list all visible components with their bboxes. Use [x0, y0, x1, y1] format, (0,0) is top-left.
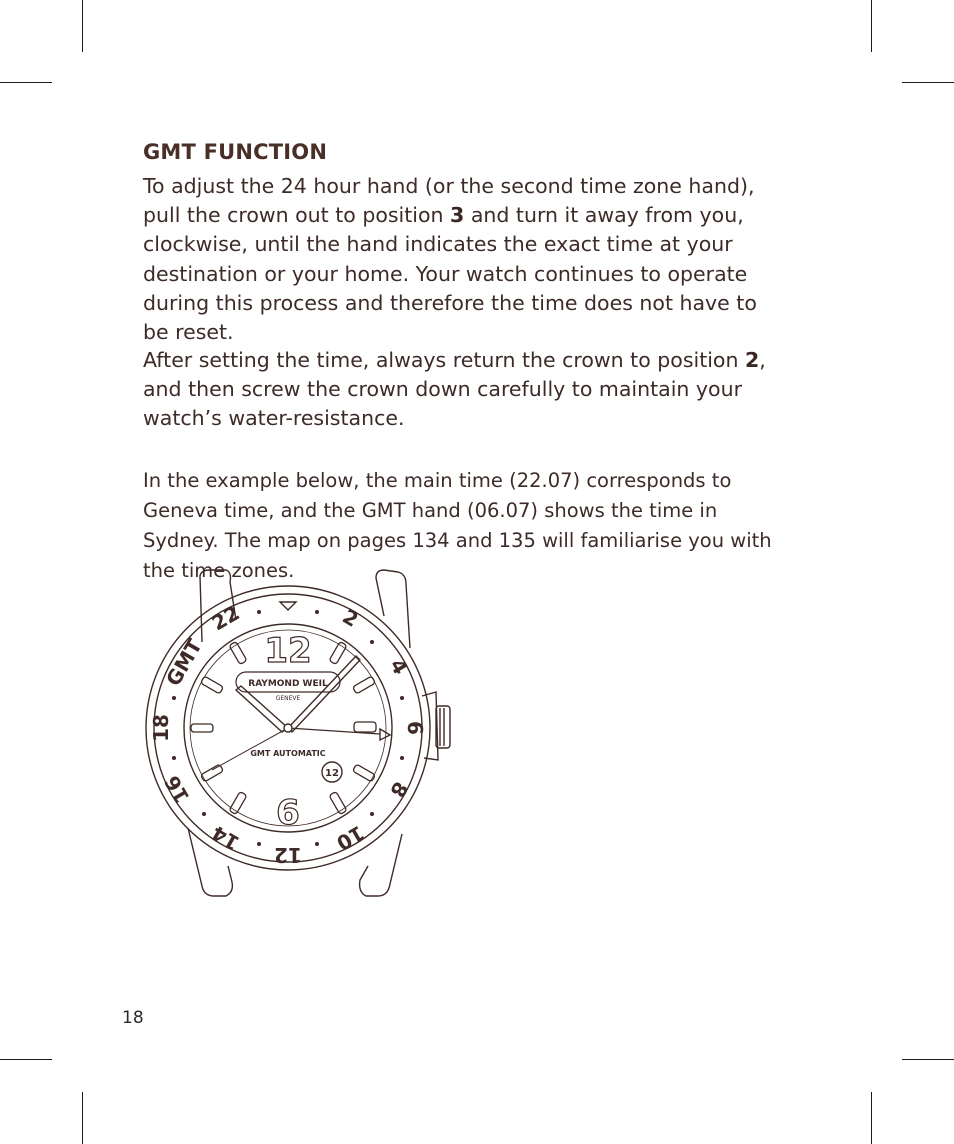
section-heading: GMT FUNCTION — [143, 140, 328, 164]
model-name: GMT AUTOMATIC — [250, 749, 326, 758]
bezel-number: 8 — [385, 777, 413, 802]
crop-mark — [0, 1059, 52, 1060]
page-number: 18 — [122, 1008, 144, 1028]
crop-mark — [0, 82, 52, 83]
text-segment: After setting the time, always return the crown to position — [143, 348, 745, 372]
dial-numeral: 12 — [264, 631, 312, 671]
date-number: 12 — [325, 768, 339, 779]
position-number: 2 — [745, 348, 760, 372]
crop-mark — [871, 0, 872, 52]
hour-hand — [236, 686, 288, 732]
bezel-number: 10 — [332, 820, 369, 856]
crop-mark — [82, 0, 83, 52]
lug — [376, 570, 410, 648]
hand-pivot — [284, 724, 292, 732]
dial-numeral: 6 — [276, 793, 300, 833]
bezel-number: 2 — [338, 604, 363, 632]
crop-mark — [82, 1092, 83, 1144]
bezel-marker — [280, 602, 296, 610]
bezel-number: 14 — [207, 820, 244, 856]
bezel-number: 6 — [403, 721, 427, 735]
paragraph-crown-return — [143, 346, 788, 434]
bezel-number: 16 — [159, 771, 195, 808]
watch-illustration — [140, 566, 480, 906]
gmt-hand — [288, 728, 380, 734]
gmt-hand-tip — [380, 729, 390, 740]
paragraph-gmt-adjust — [143, 172, 788, 347]
text-segment: , and then screw the crown down carefully to maintain your watch’s water-resistance. — [143, 348, 766, 431]
bezel-number: 18 — [149, 714, 173, 742]
text-segment: To adjust the 24 hour hand (or the second time zone hand), pull the crown out to position — [143, 174, 755, 228]
brand-logo: RAYMOND WEIL — [248, 679, 328, 689]
bezel-number: 22 — [207, 600, 244, 636]
text-segment: and turn it away from you, clockwise, until the hand indicates the exact time at your destination or your home. Your watch continues to operate during this process and therefore the time does not have to be reset. — [143, 203, 757, 345]
crop-mark — [902, 82, 954, 83]
brand-city: GENEVE — [275, 695, 301, 702]
crop-mark — [871, 1092, 872, 1144]
crop-mark — [902, 1059, 954, 1060]
position-number: 3 — [450, 203, 465, 228]
paragraph-example: In the example below, the main time (22.07) corresponds to Geneva time, and the GMT hand (06.07) shows the time in Sydney. The map on pages 134 and 135 will familiarise you with the time zones. — [143, 469, 772, 582]
bezel-number: 12 — [274, 843, 302, 867]
bezel-label: GMT — [161, 634, 207, 691]
bezel-number: 4 — [385, 654, 413, 679]
